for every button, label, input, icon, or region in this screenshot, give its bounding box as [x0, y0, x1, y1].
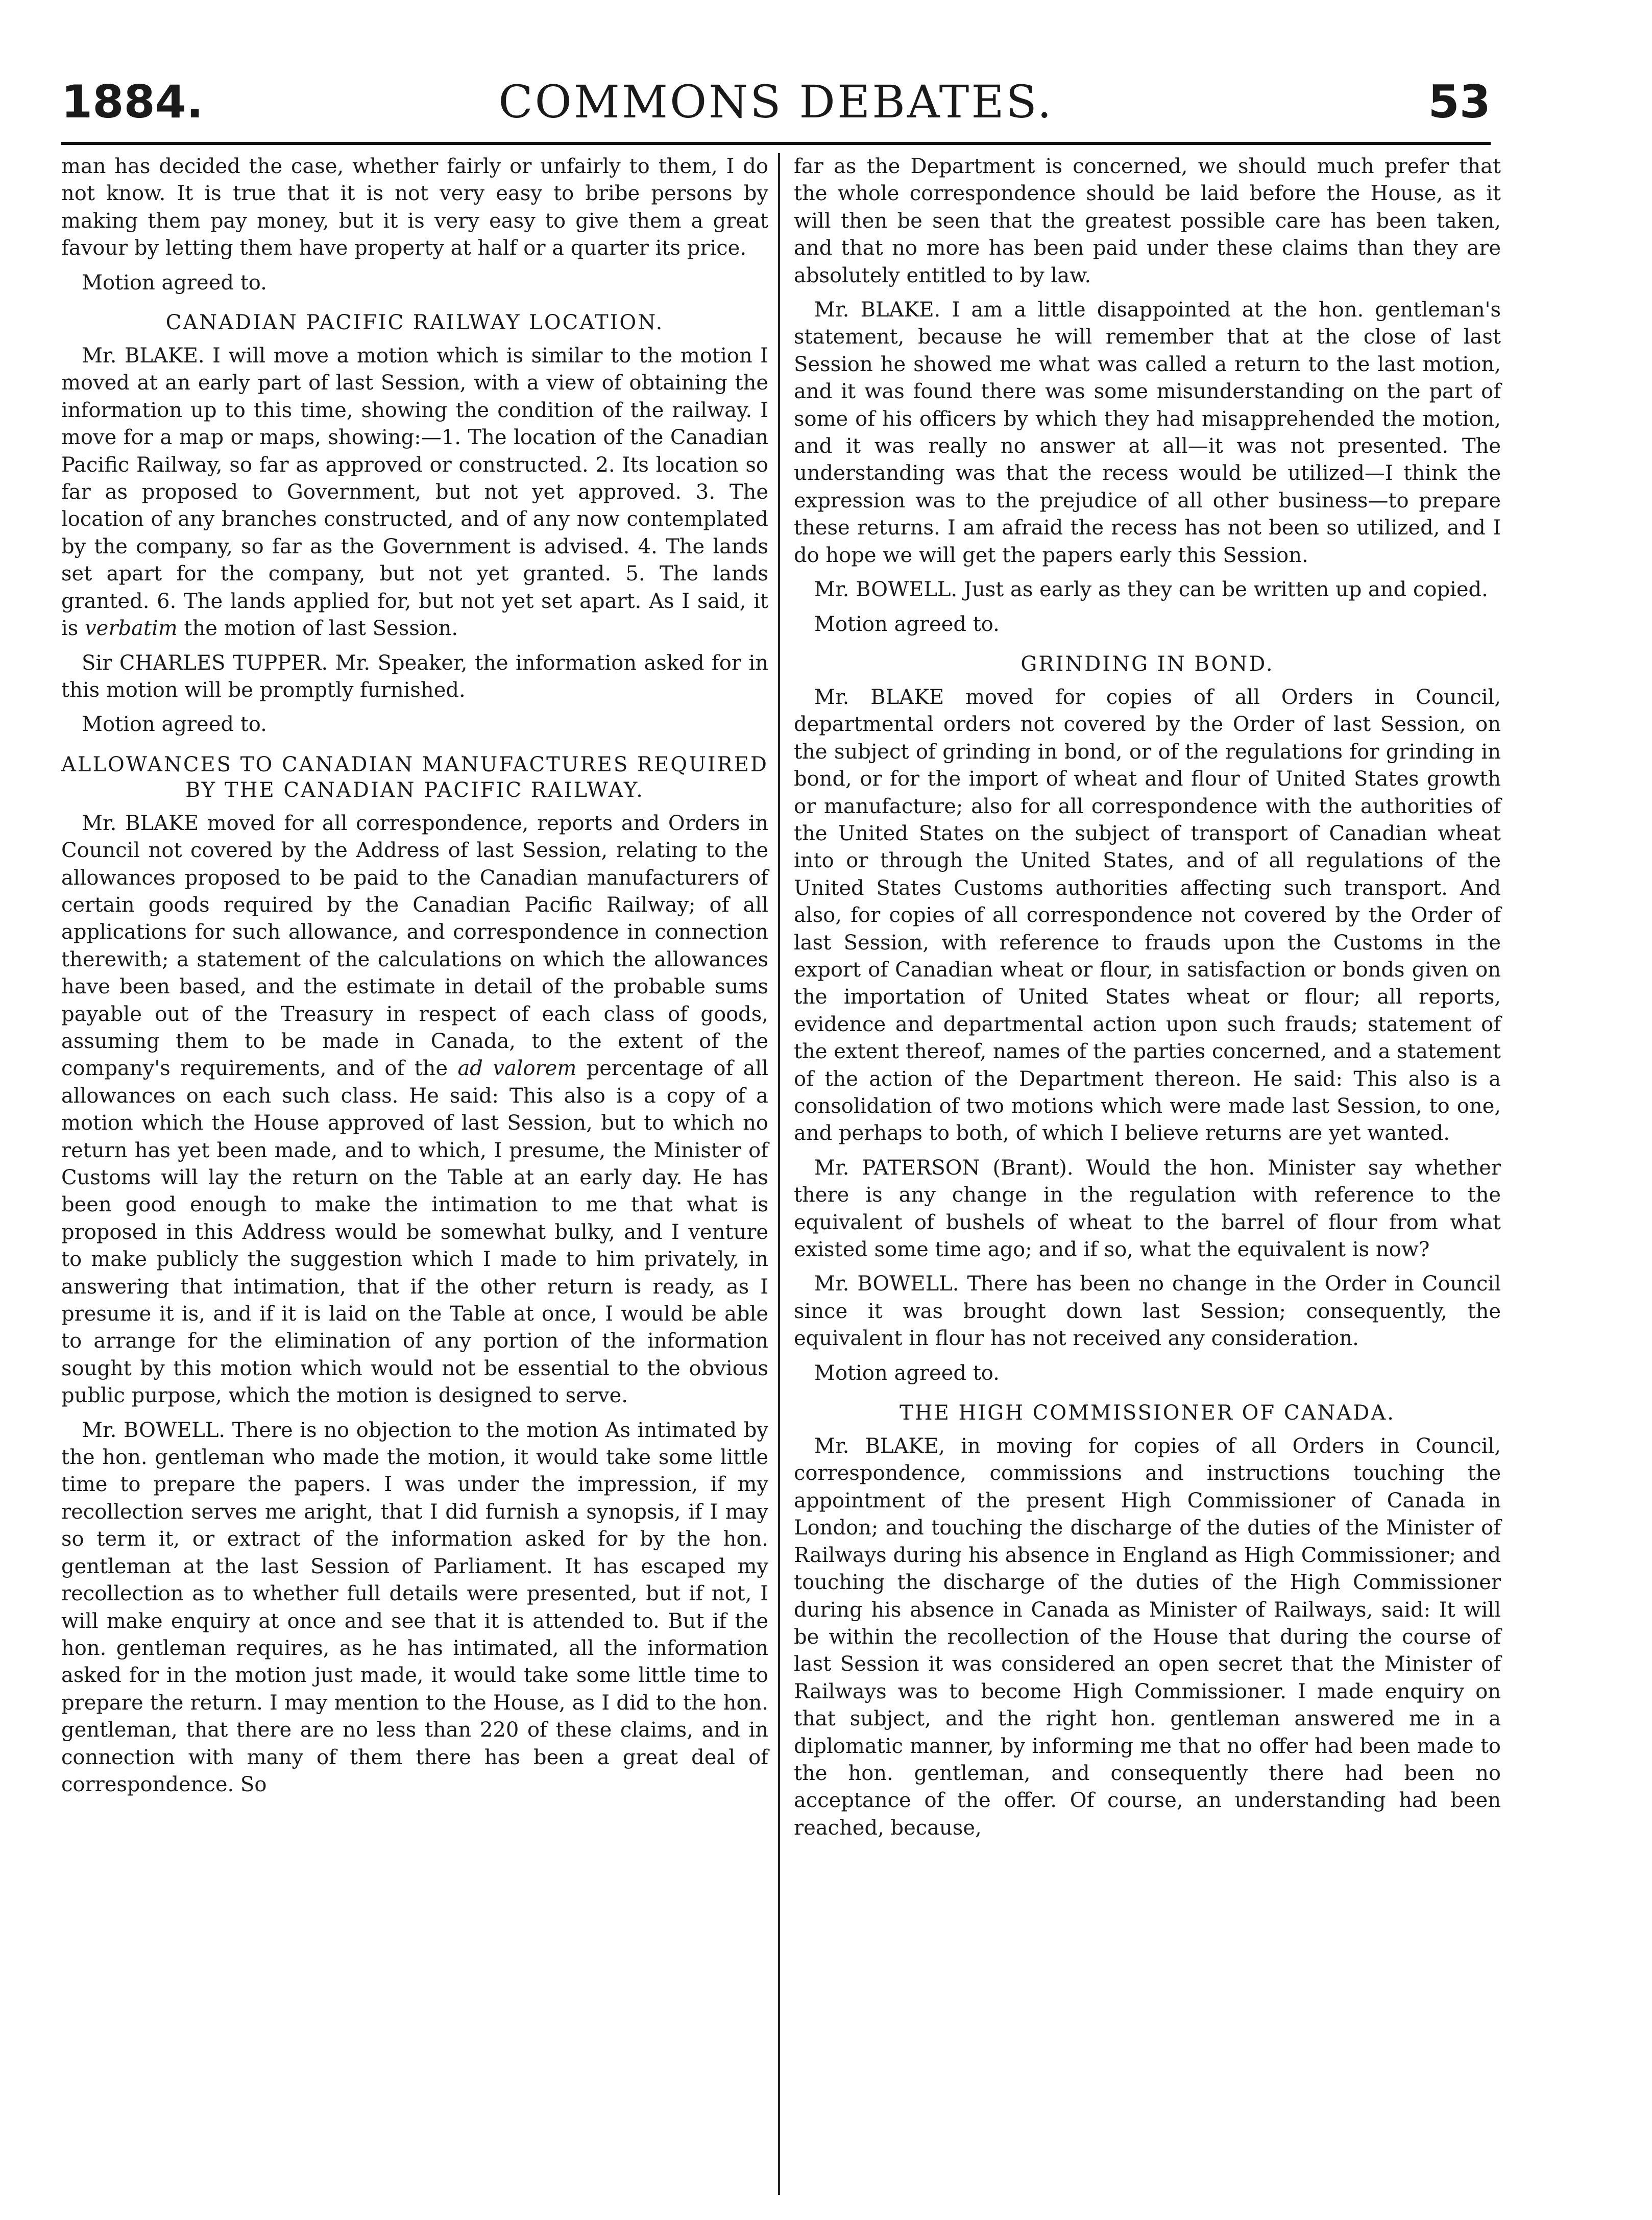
page-number: 53 [1428, 76, 1491, 128]
section-heading: THE HIGH COMMISSIONER OF CANADA. [900, 1401, 1395, 1425]
right-column [794, 153, 1501, 1849]
speech-text: I am a little disappointed at the hon. gentleman's statement, because he will remember that at the close of last Session he showed me what was called a return to the last motion, and it was found there was some misunderstanding on the part of some of his officers by which they had misapprehended the motion, and it was really no answer at all—it was not presented. The understanding was that the recess would be utilized—I think the expression was to the prejudice of all other business—to prepare these returns. I am afraid the recess has not been so utilized, and I do hope we will get the papers early this Session. [794, 298, 1501, 567]
speech-text: moved for copies of all Orders in Council, departmental orders not covered by the Order of last Session, on the subject of grinding in bond, or of the regulations for grinding in bond, or for the import of wheat and flour of United States growth or manufacture; also for all correspondence with the authorities of the United States on the subject of transport of Canadian wheat into or through the United States, and of all regulations of the United States Customs authorities affecting such transport. And also, for copies of all correspondence not covered by the Order of last Session, with reference to frauds upon the Customs in the export of Canadian wheat or flour, in satisfaction or bonds given on the importation of United States wheat or flour; all reports, evidence and departmental action upon such frauds; statement of the extent thereof, names of the parties concerned, and a statement of the action of the Department thereon. He said: This also is a consolidation of two motions which were made last Session, to one, and perhaps to both, of which I believe returns are yet wanted. [794, 685, 1501, 1145]
speech-text: There is no objection to the motion As intimated by the hon. gentleman who made the motion, it would take some little time to prepare the papers. I was under the impression, if my recollection serves me aright, that I did furnish a synopsis, if I may so term it, or extract of the information asked for by the hon. gentleman at the last Session of Parliament. It has escaped my recollection as to whether full details were presented, but if not, I will make enquiry at once and see that it is attended to. But if the hon. gentleman requires, as he has intimated, all the information asked for in the motion just made, it would take some little time to prepare the return. I may mention to the House, as I did to the hon. gentleman, that there are no less than 220 of these claims, and in connection with many of them there has been a great deal of correspondence. So [61, 1418, 768, 1796]
speech-text: percentage of all allowances on each such class. He said: This also is a copy of a motion which the House approved of last Session, but to which no return has yet been made, and to which, I presume, the Minister of Customs will lay the return on the Table at an early day. He has been good enough to make the intimation to me that what is proposed in this Address would be somewhat bulky, and I venture to make publicly the suggestion which I made to him privately, in answering that intimation, that if the other return is ready, as I presume it is, and if it is laid on the Table at once, I would be able to arrange for the elimination of any portion of the information sought by this motion which would not be essential to the obvious public purpose, which the motion is designed to serve. [61, 1057, 769, 1408]
motion-result: Motion agreed to. [82, 713, 267, 737]
speech [794, 1433, 1501, 1842]
speaker-name: Mr. BLAKE [814, 685, 944, 709]
speaker-name: Mr. BOWELL. [814, 578, 958, 602]
page-header [61, 77, 1491, 138]
speaker-name: Mr. BLAKE. [814, 298, 941, 322]
speech-text: Just as early as they can be written up and copied. [957, 578, 1488, 602]
section-heading: CANADIAN PACIFIC RAILWAY LOCATION. [165, 311, 664, 335]
italic-term: ad valorem [457, 1057, 577, 1081]
speech [794, 297, 1501, 569]
speaker-name: Mr. PATERSON (Brant). [814, 1156, 1074, 1180]
motion-result: Motion agreed to. [82, 271, 267, 295]
paragraph: man has decided the case, whether fairly or unfairly to them, I do not know. It is true that it is not very easy to bribe persons by making them pay money, but it is very easy to give them a great favour by letting them have property at half or a quarter its price. [61, 155, 768, 260]
speaker-name: Mr. BOWELL. [814, 1272, 959, 1296]
speech [794, 1271, 1501, 1352]
speech-text: Mr. Speaker, the information asked for in this motion will be promptly furnished. [61, 651, 768, 702]
speaker-name: Mr. BLAKE [82, 811, 199, 835]
speaker-name: Mr. BLAKE. [82, 344, 205, 368]
speech [794, 1155, 1501, 1264]
header-year: 1884. [61, 76, 204, 128]
speaker-name: Mr. BOWELL. [82, 1418, 226, 1442]
speaker-name: Mr. BLAKE, [814, 1434, 945, 1458]
speech-text: the motion of last Session. [177, 617, 458, 641]
speech-text: moved for all correspondence, reports and Orders in Council not covered by the Address of last Session, relating to the allowances proposed to be paid to the Canadian manufacturers of certain goods required by the Canadian Pacific Railway; of all applications for such allowance, and correspondence in connection therewith; a statement of the calculations on which the allowances have been based, and the estimate in detail of the probable sums payable out of the Treasury in respect of each class of goods, assuming them to be made in Canada, to the extent of the company's requirements, and of the [61, 811, 768, 1081]
italic-term: verbatim [85, 617, 178, 641]
speaker-name: Sir CHARLES TUPPER. [82, 651, 328, 675]
speech [61, 1417, 768, 1799]
header-rule [61, 142, 1491, 145]
left-column [61, 153, 768, 1806]
section-heading: GRINDING IN BOND. [1021, 652, 1274, 676]
motion-result: Motion agreed to. [814, 1361, 1000, 1385]
speech [61, 650, 768, 704]
speech [794, 576, 1501, 603]
section-heading: ALLOWANCES TO CANADIAN MANUFACTURES REQUIRED BY THE CANADIAN PACIFIC RAILWAY. [61, 752, 768, 802]
speech-text: I will move a motion which is similar to the motion I moved at an early part of last Session, with a view of obtaining the information up to this time, showing the condition of the railway. I move for a map or maps, showing:—1. The location of the Canadian Pacific Railway, so far as approved or constructed. 2. Its location so far as proposed to Government, but not yet approved. 3. The location of any branches constructed, and of any now contemplated by the company, so far as the Government is advised. 4. The lands set apart for the company, but not yet granted. 5. The lands granted. 6. The lands applied for, but not yet set apart. As I said, it is [61, 344, 768, 641]
column-divider [778, 153, 780, 2195]
speech-text: Would the hon. Minister say whether there is any change in the regulation with reference to the equivalent of bushels of wheat to the barrel of flour from what existed some time ago; and if so, what the equivalent is now? [794, 1156, 1501, 1262]
paragraph: far as the Department is concerned, we should much prefer that the whole correspondence should be laid before the House, as it will then be seen that the greatest possible care has been taken, and that no more has been paid under these claims than they are absolutely entitled to by law. [794, 155, 1501, 287]
publication-title: COMMONS DEBATES. [498, 76, 1054, 128]
speech-text: in moving for copies of all Orders in Council, correspondence, commissions and instructions touching the appointment of the present High Commissioner of Canada in London; and touching the discharge of the duties of the Minister of Railways during his absence in England as High Commissioner; and touching the discharge of the duties of the High Commissioner during his absence in Canada as Minister of Railways, said: It will be within the recollection of the House that during the course of last Session it was considered an open secret that the Minister of Railways was to become High Commissioner. I made enquiry on that subject, and the right hon. gentleman answered me in a diplomatic manner, by informing me that no offer had been made to the hon. gentleman, and consequently there had been no acceptance of the offer. Of course, an understanding had been reached, because, [794, 1434, 1501, 1840]
speech-text: There has been no change in the Order in Council since it was brought down last Session; consequently, the equivalent in flour has not received any consideration. [794, 1272, 1501, 1351]
motion-result: Motion agreed to. [814, 612, 1000, 636]
speech [61, 810, 768, 1410]
speech [61, 343, 768, 642]
speech [794, 684, 1501, 1148]
